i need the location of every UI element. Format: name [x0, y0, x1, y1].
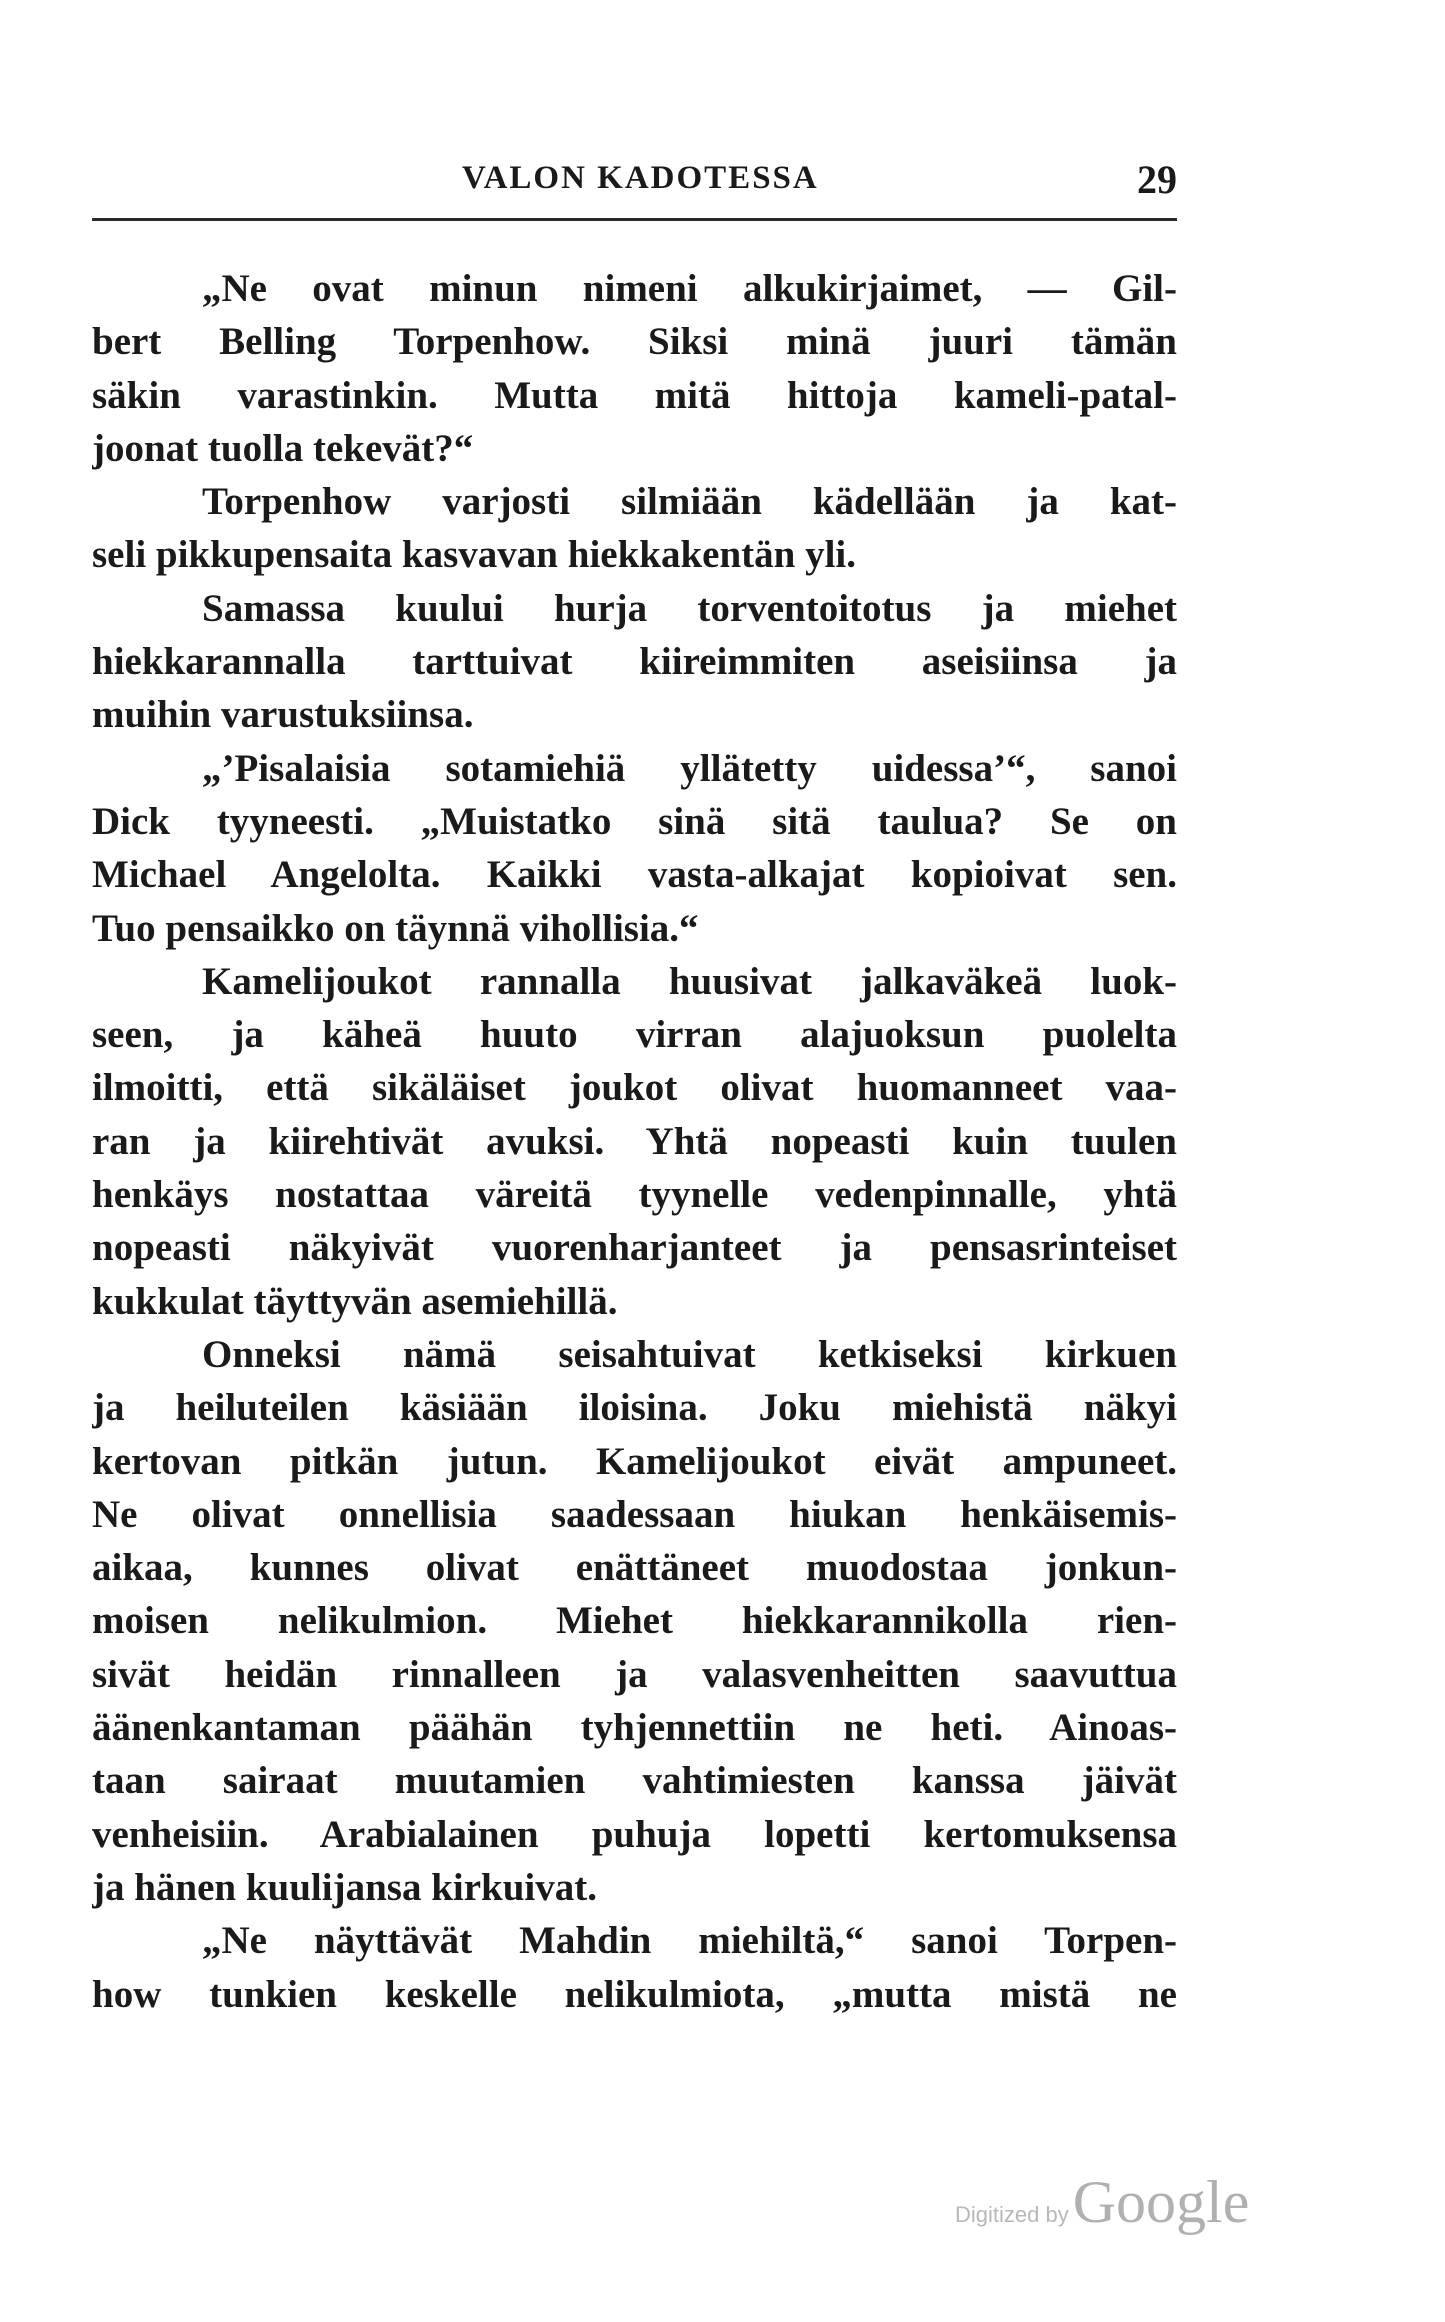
text-line: Onneksi nämä seisahtuivat ketkiseksi kirkuen	[202, 1332, 1177, 1376]
body-text	[92, 262, 1177, 2021]
text-line: Ne olivat onnellisia saadessaan hiukan henkäisemis-	[92, 1492, 1177, 1536]
text-line: ilmoitti, että sikäläiset joukot olivat huomanneet vaa-	[92, 1066, 1177, 1110]
text-line: bert Belling Torpenhow. Siksi minä juuri tämän	[92, 320, 1177, 364]
text-line: Torpenhow varjosti silmiään kädellään ja kat-	[202, 480, 1177, 524]
text-line: how tunkien keskelle nelikulmiota, „mutta mistä ne	[92, 1972, 1177, 2016]
running-title: VALON KADOTESSA	[462, 160, 819, 196]
page-number: 29	[1137, 157, 1177, 202]
text-line: taan sairaat muutamien vahtimiesten kanssa jäivät	[92, 1759, 1177, 1803]
text-line: kukkulat täyttyvän asemiehillä.	[92, 1279, 618, 1323]
text-line: Dick tyyneesti. „Muistatko sinä sitä taulua? Se on	[92, 799, 1177, 843]
text-line: moisen nelikulmion. Miehet hiekkarannikolla rien-	[92, 1599, 1177, 1643]
text-line: nopeasti näkyivät vuorenharjanteet ja pensasrinteiset	[92, 1226, 1177, 1270]
text-line: hiekkarannalla tarttuivat kiireimmiten aseisiinsa ja	[92, 640, 1177, 684]
text-line: henkäys nostattaa väreitä tyynelle vedenpinnalle, yhtä	[92, 1173, 1177, 1217]
watermark-prefix: Digitized by	[955, 2202, 1069, 2227]
text-line: seen, ja käheä huuto virran alajuoksun puolelta	[92, 1013, 1177, 1057]
text-line: äänenkantaman päähän tyhjennettiin ne heti. Ainoas-	[92, 1706, 1177, 1750]
text-line: sivät heidän rinnalleen ja valasvenheitten saavuttua	[92, 1652, 1177, 1696]
text-line: Samassa kuului hurja torventoitotus ja miehet	[202, 586, 1177, 630]
text-line: venheisiin. Arabialainen puhuja lopetti kertomuksensa	[92, 1812, 1177, 1856]
text-line: Tuo pensaikko on täynnä vihollisia.“	[92, 906, 699, 950]
text-line: Kamelijoukot rannalla huusivat jalkaväkeä luok-	[202, 959, 1177, 1003]
text-line: „Ne ovat minun nimeni alkukirjaimet, — Gil-	[202, 267, 1177, 310]
text-line: ran ja kiirehtivät avuksi. Yhtä nopeasti kuin tuulen	[92, 1119, 1177, 1163]
text-line: „Ne näyttävät Mahdin miehiltä,“ sanoi Torpen-	[202, 1919, 1177, 1963]
text-line: ja hänen kuulijansa kirkuivat.	[92, 1865, 598, 1909]
text-line: aikaa, kunnes olivat enättäneet muodostaa jonkun-	[92, 1546, 1177, 1590]
page-header	[92, 157, 1177, 220]
text-line: joonat tuolla tekevät?“	[92, 426, 474, 470]
text-line: „’Pisalaisia sotamiehiä yllätetty uidessa’“, sanoi	[202, 746, 1177, 790]
text-line: säkin varastinkin. Mutta mitä hittoja kameli-patal-	[92, 373, 1177, 417]
text-line: Michael Angelolta. Kaikki vasta-alkajat kopioivat sen.	[92, 853, 1177, 897]
digitized-watermark	[955, 2168, 1249, 2237]
header-rule	[92, 218, 1177, 221]
text-line: ja heiluteilen käsiään iloisina. Joku miehistä näkyi	[92, 1386, 1177, 1430]
text-line: kertovan pitkän jutun. Kamelijoukot eivät ampuneet.	[92, 1439, 1177, 1483]
text-line: muihin varustuksiinsa.	[92, 693, 474, 737]
text-line: seli pikkupensaita kasvavan hiekkakentän yli.	[92, 533, 857, 577]
google-logo: Google	[1072, 2169, 1250, 2235]
